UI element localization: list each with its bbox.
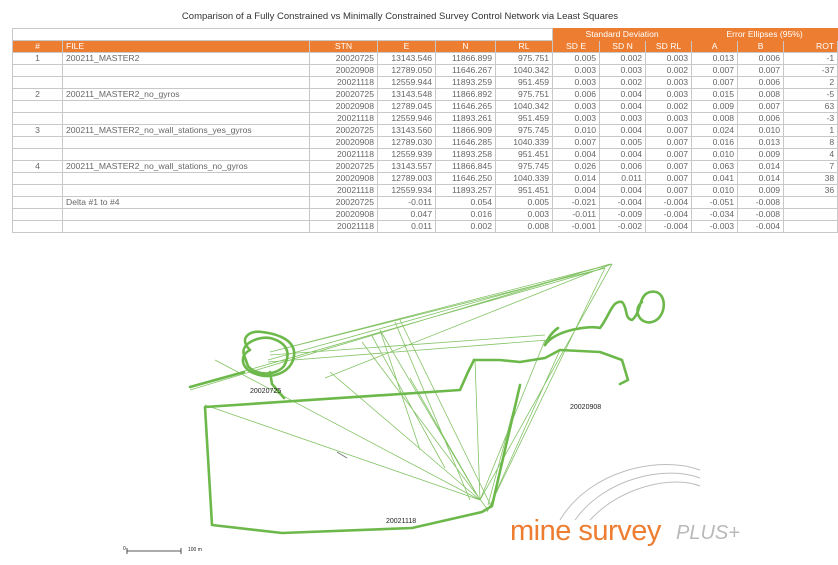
- cell-sdrl: 0.007: [646, 185, 692, 197]
- cell-a: 0.024: [692, 125, 738, 137]
- cell-rot: 36: [784, 185, 838, 197]
- cell-sdn: 0.003: [600, 65, 646, 77]
- cell-rot: 63: [784, 101, 838, 113]
- cell-b: 0.008: [738, 89, 784, 101]
- cell-b: 0.009: [738, 149, 784, 161]
- cell-rl: 975.751: [496, 53, 553, 65]
- cell-a: 0.010: [692, 149, 738, 161]
- cell-a: 0.009: [692, 101, 738, 113]
- cell-sde: 0.026: [553, 161, 600, 173]
- cell-a: 0.041: [692, 173, 738, 185]
- cell-n: 11866.892: [436, 89, 496, 101]
- cell-a: 0.015: [692, 89, 738, 101]
- scale-label-start: 0: [123, 546, 126, 552]
- col-header-e: E: [378, 41, 436, 53]
- cell-stn: 20021118: [310, 185, 378, 197]
- cell-rl: 0.005: [496, 197, 553, 209]
- cell-rl: 951.459: [496, 113, 553, 125]
- cell-sde: 0.014: [553, 173, 600, 185]
- col-header-rot: ROT: [784, 41, 838, 53]
- cell-sde: 0.003: [553, 113, 600, 125]
- cell-file: 200211_MASTER2_no_wall_stations_yes_gyros: [63, 125, 310, 137]
- cell-file: 200211_MASTER2_no_wall_stations_no_gyros: [63, 161, 310, 173]
- cell-sdrl: 0.002: [646, 101, 692, 113]
- cell-a: 0.007: [692, 77, 738, 89]
- error-ellipses-group-header: Error Ellipses (95%): [692, 29, 838, 41]
- cell-n: 0.016: [436, 209, 496, 221]
- page-title: Comparison of a Fully Constrained vs Minimally Constrained Survey Control Network via Least Squares: [181, 11, 619, 22]
- cell-e: 12559.934: [378, 185, 436, 197]
- cell-e: 12789.050: [378, 65, 436, 77]
- cell-stn: 20020908: [310, 65, 378, 77]
- cell-e: 0.011: [378, 221, 436, 233]
- cell-stn: 20020725: [310, 89, 378, 101]
- cell-rot: -37: [784, 65, 838, 77]
- col-header-sde: SD E: [553, 41, 600, 53]
- cell-rl: 1040.342: [496, 101, 553, 113]
- cell-a: -0.003: [692, 221, 738, 233]
- cell-sdrl: 0.007: [646, 173, 692, 185]
- cell-n: 0.002: [436, 221, 496, 233]
- cell-sdrl: -0.004: [646, 221, 692, 233]
- cell-stn: 20020725: [310, 53, 378, 65]
- cell-n: 11646.250: [436, 173, 496, 185]
- cell-sdn: 0.004: [600, 89, 646, 101]
- cell-rot: -5: [784, 89, 838, 101]
- logo-swoosh: [560, 464, 700, 520]
- cell-sde: -0.001: [553, 221, 600, 233]
- cell-num: 4: [13, 161, 63, 173]
- cell-b: 0.014: [738, 173, 784, 185]
- cell-sdn: 0.002: [600, 53, 646, 65]
- cell-a: 0.013: [692, 53, 738, 65]
- cell-a: 0.063: [692, 161, 738, 173]
- col-header-n: N: [436, 41, 496, 53]
- station-label-20020908: 20020908: [570, 404, 602, 411]
- cell-sde: 0.003: [553, 65, 600, 77]
- cell-b: 0.010: [738, 125, 784, 137]
- cell-sdrl: 0.003: [646, 89, 692, 101]
- cell-n: 11646.285: [436, 137, 496, 149]
- cell-sdrl: 0.007: [646, 149, 692, 161]
- cell-sde: 0.004: [553, 185, 600, 197]
- col-header-sdn: SD N: [600, 41, 646, 53]
- cell-e: -0.011: [378, 197, 436, 209]
- cell-sdrl: 0.003: [646, 77, 692, 89]
- cell-n: 11646.267: [436, 65, 496, 77]
- cell-sdrl: 0.002: [646, 65, 692, 77]
- cell-sdn: 0.005: [600, 137, 646, 149]
- cell-sde: 0.006: [553, 89, 600, 101]
- cell-e: 12789.045: [378, 101, 436, 113]
- cell-rl: 975.745: [496, 161, 553, 173]
- cell-b: 0.006: [738, 77, 784, 89]
- col-header-a: A: [692, 41, 738, 53]
- cell-a: -0.051: [692, 197, 738, 209]
- cell-n: 11893.261: [436, 113, 496, 125]
- cell-n: 11866.899: [436, 53, 496, 65]
- cell-sdn: 0.004: [600, 185, 646, 197]
- cell-sdn: 0.004: [600, 149, 646, 161]
- cell-file: 200211_MASTER2: [63, 53, 310, 65]
- cell-e: 12559.944: [378, 77, 436, 89]
- cell-rot: 38: [784, 173, 838, 185]
- cell-sde: 0.007: [553, 137, 600, 149]
- col-header-stn: STN: [310, 41, 378, 53]
- cell-rl: 1040.339: [496, 137, 553, 149]
- cell-b: 0.006: [738, 113, 784, 125]
- cell-rl: 951.451: [496, 185, 553, 197]
- cell-e: 13143.557: [378, 161, 436, 173]
- cell-rl: 975.745: [496, 125, 553, 137]
- cell-sdrl: 0.003: [646, 113, 692, 125]
- col-header-rl: RL: [496, 41, 553, 53]
- cell-rot: 7: [784, 161, 838, 173]
- cell-e: 13143.548: [378, 89, 436, 101]
- cell-e: 0.047: [378, 209, 436, 221]
- traverse-lines: [190, 292, 664, 533]
- cell-sde: 0.003: [553, 101, 600, 113]
- cell-a: 0.016: [692, 137, 738, 149]
- cell-n: 11893.257: [436, 185, 496, 197]
- cell-stn: 20020725: [310, 197, 378, 209]
- cell-rot: -1: [784, 53, 838, 65]
- cell-a: 0.007: [692, 65, 738, 77]
- cell-stn: 20021118: [310, 77, 378, 89]
- std-dev-group-header: Standard Deviation: [553, 29, 692, 41]
- cell-file: Delta #1 to #4: [63, 197, 310, 209]
- cell-rot: 4: [784, 149, 838, 161]
- cell-num: 2: [13, 89, 63, 101]
- cell-sdn: 0.011: [600, 173, 646, 185]
- cell-a: 0.010: [692, 185, 738, 197]
- cell-rot: 2: [784, 77, 838, 89]
- cell-sde: 0.004: [553, 149, 600, 161]
- cell-n: 11866.909: [436, 125, 496, 137]
- cell-sdn: -0.004: [600, 197, 646, 209]
- cell-stn: 20021118: [310, 113, 378, 125]
- cell-sdn: 0.003: [600, 113, 646, 125]
- cell-sdn: 0.002: [600, 77, 646, 89]
- cell-e: 12789.030: [378, 137, 436, 149]
- cell-sdrl: 0.007: [646, 161, 692, 173]
- cell-b: -0.008: [738, 197, 784, 209]
- cell-rl: 0.003: [496, 209, 553, 221]
- station-label-20020725: 20020725: [250, 388, 282, 395]
- cell-b: 0.013: [738, 137, 784, 149]
- cell-e: 12559.946: [378, 113, 436, 125]
- cell-sdrl: -0.004: [646, 197, 692, 209]
- cell-sdrl: -0.004: [646, 209, 692, 221]
- cell-sde: -0.021: [553, 197, 600, 209]
- cell-rl: 951.459: [496, 77, 553, 89]
- cell-stn: 20021118: [310, 221, 378, 233]
- cell-rl: 1040.339: [496, 173, 553, 185]
- cell-sde: 0.003: [553, 77, 600, 89]
- cell-stn: 20020908: [310, 173, 378, 185]
- cell-sdn: 0.006: [600, 161, 646, 173]
- cell-b: 0.009: [738, 185, 784, 197]
- cell-sde: 0.005: [553, 53, 600, 65]
- cell-e: 12789.003: [378, 173, 436, 185]
- scale-label-end: 100 m: [188, 547, 202, 553]
- cell-sde: 0.010: [553, 125, 600, 137]
- cell-sdn: 0.004: [600, 101, 646, 113]
- cell-stn: 20020725: [310, 161, 378, 173]
- cell-b: -0.008: [738, 209, 784, 221]
- cell-n: 11646.265: [436, 101, 496, 113]
- cell-stn: 20021118: [310, 149, 378, 161]
- cell-e: 13143.546: [378, 53, 436, 65]
- cell-sdrl: 0.007: [646, 137, 692, 149]
- cell-rl: 1040.342: [496, 65, 553, 77]
- col-header-sdrl: SD RL: [646, 41, 692, 53]
- cell-b: -0.004: [738, 221, 784, 233]
- logo-suffix: PLUS+: [676, 522, 740, 544]
- logo-text: mine survey: [510, 515, 661, 547]
- cell-stn: 20020908: [310, 101, 378, 113]
- cell-rot: 8: [784, 137, 838, 149]
- cell-rl: 951.451: [496, 149, 553, 161]
- cell-b: 0.007: [738, 65, 784, 77]
- cell-a: 0.008: [692, 113, 738, 125]
- cell-stn: 20020908: [310, 209, 378, 221]
- cell-n: 11893.258: [436, 149, 496, 161]
- station-label-20021118: 20021118: [386, 518, 417, 525]
- scale-bar: [127, 548, 181, 554]
- cell-sdn: 0.004: [600, 125, 646, 137]
- cell-rot: -3: [784, 113, 838, 125]
- cell-n: 11866.845: [436, 161, 496, 173]
- cell-a: -0.034: [692, 209, 738, 221]
- cell-b: 0.007: [738, 101, 784, 113]
- cell-n: 0.054: [436, 197, 496, 209]
- cell-sdrl: 0.007: [646, 125, 692, 137]
- col-header-num: #: [13, 41, 63, 53]
- cell-b: 0.014: [738, 161, 784, 173]
- col-header-b: B: [738, 41, 784, 53]
- cell-num: 3: [13, 125, 63, 137]
- cell-stn: 20020908: [310, 137, 378, 149]
- cell-sde: -0.011: [553, 209, 600, 221]
- cell-sdrl: 0.003: [646, 53, 692, 65]
- cell-stn: 20020725: [310, 125, 378, 137]
- cell-num: 1: [13, 53, 63, 65]
- cell-b: 0.006: [738, 53, 784, 65]
- col-header-file: FILE: [63, 41, 310, 53]
- cell-rot: 1: [784, 125, 838, 137]
- cell-e: 12559.939: [378, 149, 436, 161]
- cell-file: 200211_MASTER2_no_gyros: [63, 89, 310, 101]
- map-marker: [337, 452, 347, 458]
- cell-sdn: -0.002: [600, 221, 646, 233]
- cell-rl: 975.751: [496, 89, 553, 101]
- cell-sdn: -0.009: [600, 209, 646, 221]
- cell-e: 13143.560: [378, 125, 436, 137]
- cell-rl: 0.008: [496, 221, 553, 233]
- cell-n: 11893.259: [436, 77, 496, 89]
